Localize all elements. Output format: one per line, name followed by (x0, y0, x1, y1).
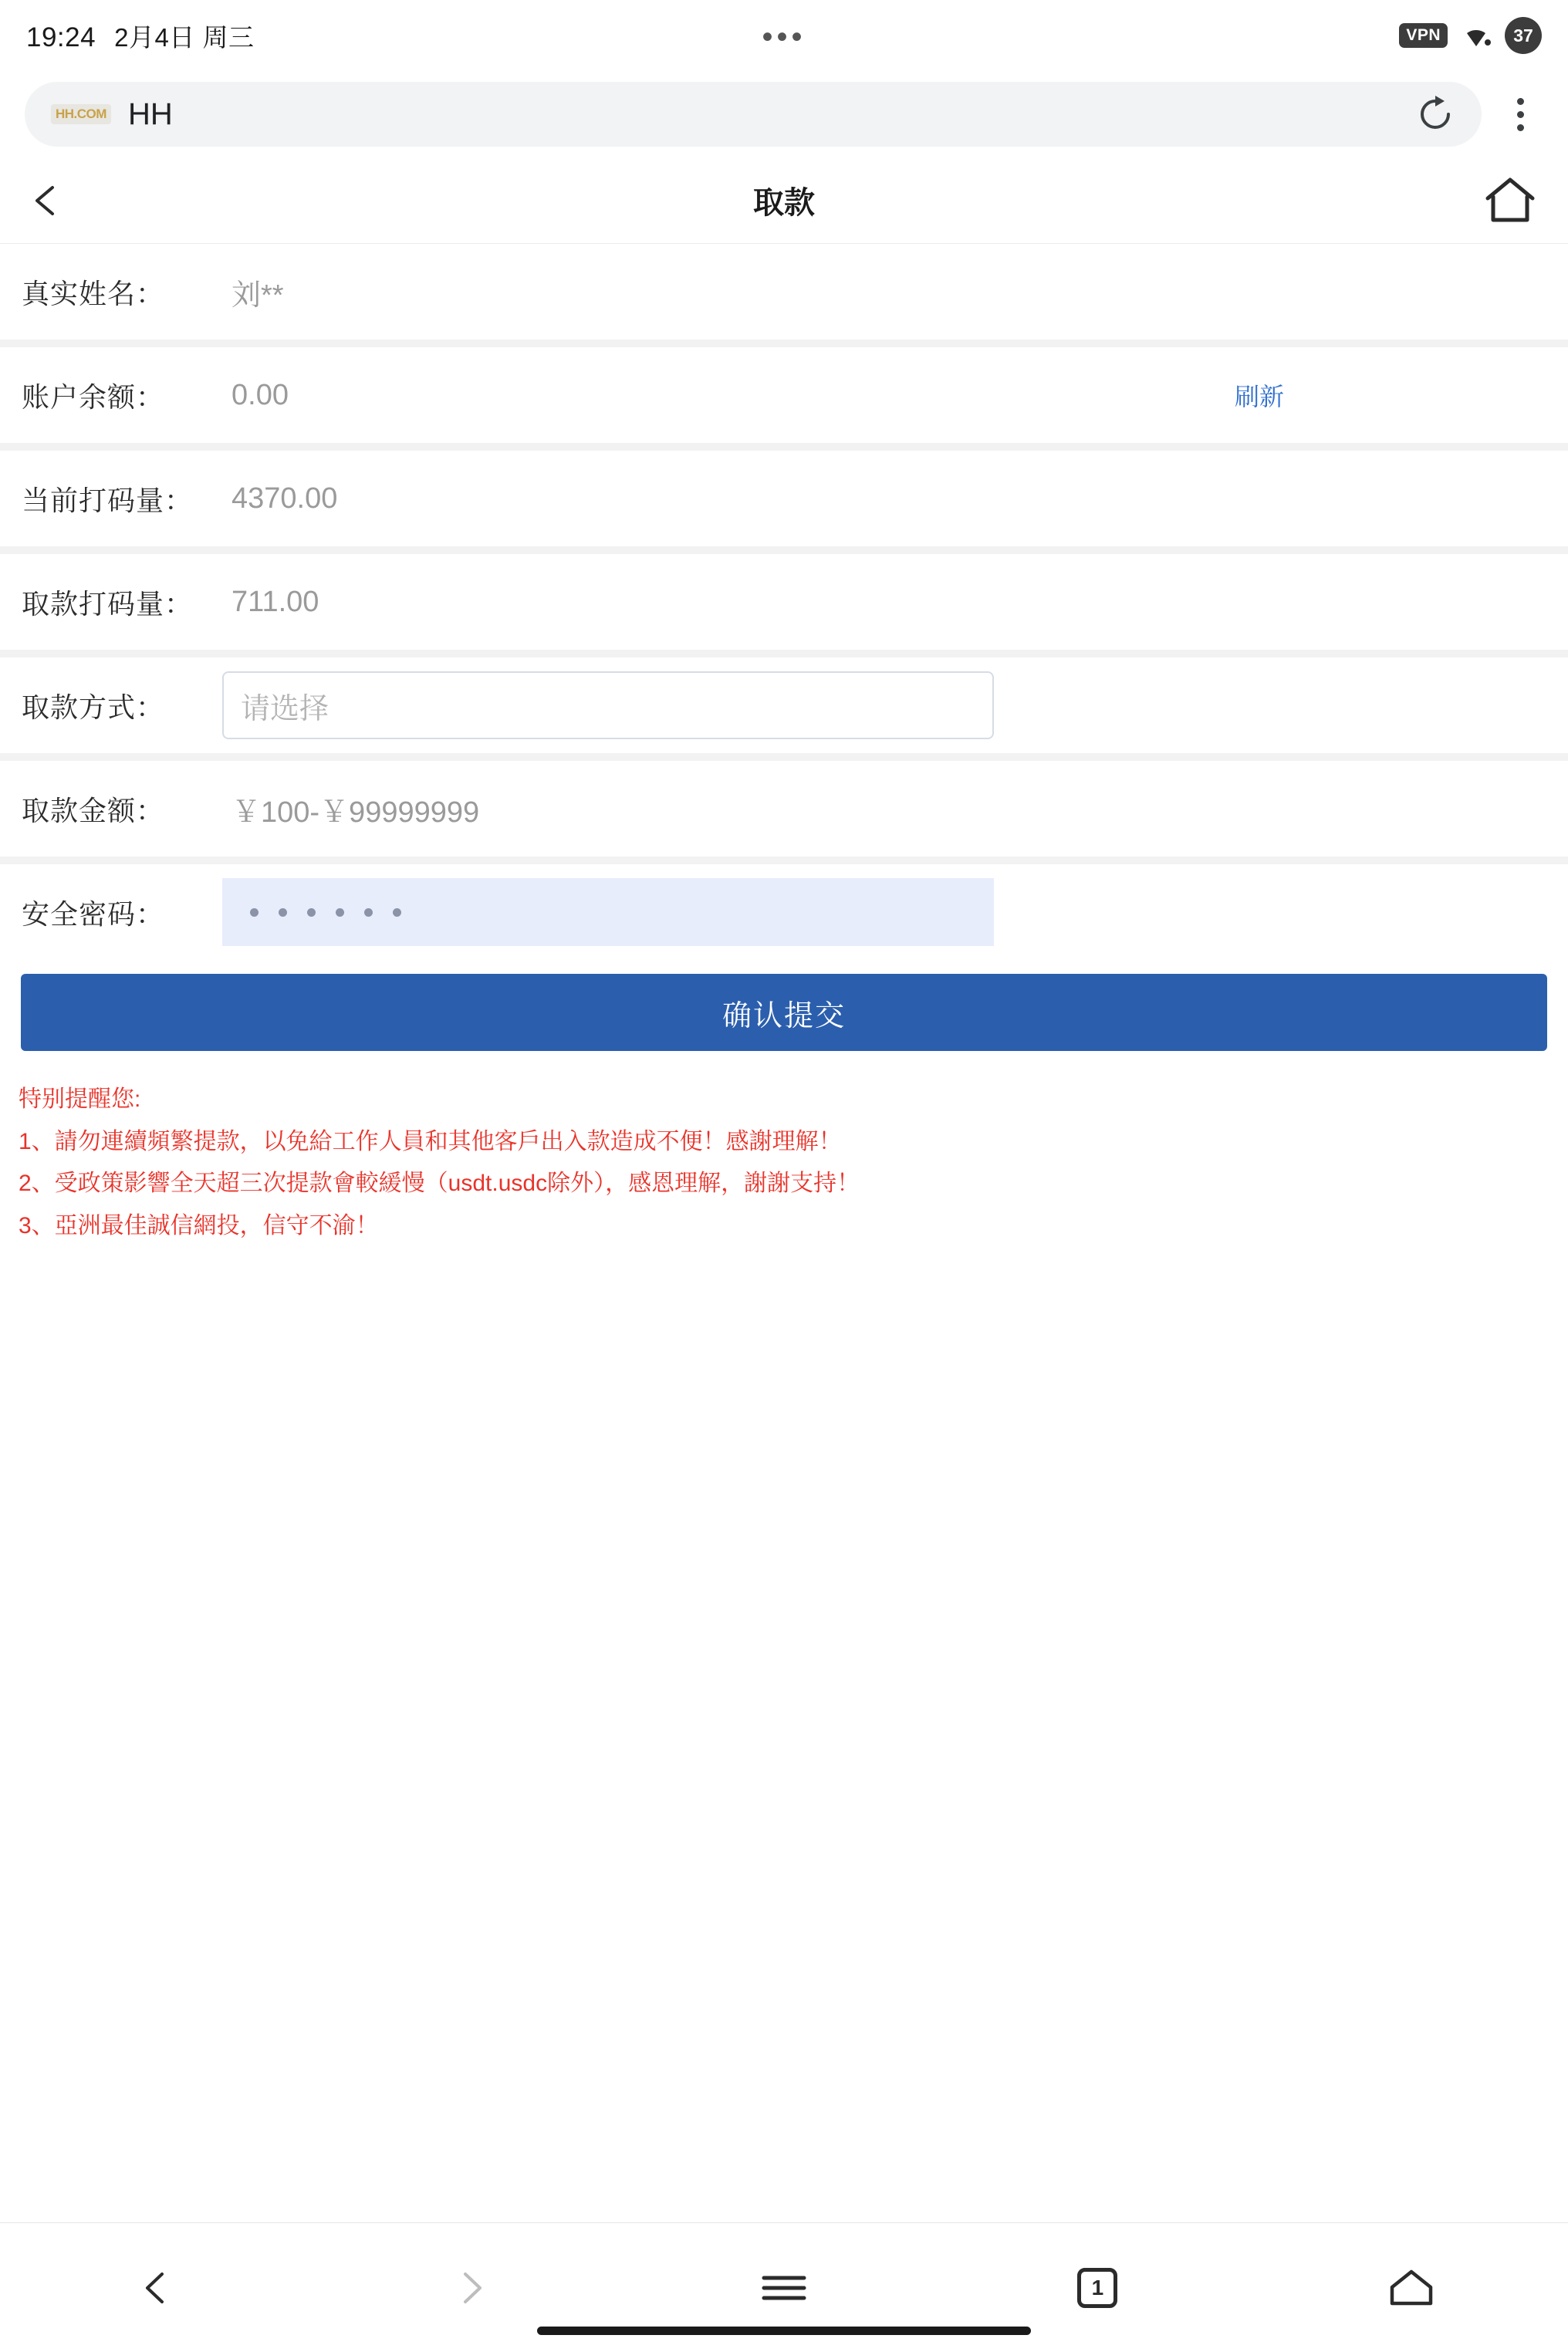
row-account-balance (0, 347, 1568, 443)
refresh-balance-link[interactable]: 刷新 (1234, 383, 1284, 411)
notice-line-2: 2、受政策影響全天超三次提款會較緩慢（usdt.usdc除外），感恩理解，謝謝支持！ (19, 1171, 860, 1197)
row-current-turnover (0, 451, 1568, 546)
nav-back-icon[interactable] (79, 2246, 234, 2330)
password-dot (250, 908, 259, 917)
status-bar (0, 0, 1568, 71)
reload-icon[interactable] (1415, 94, 1455, 134)
nav-home-icon[interactable] (1334, 2246, 1489, 2330)
notice-title: 特别提醒您: (19, 1086, 141, 1112)
account-balance-value: 0.00 (231, 378, 289, 411)
row-withdraw-method (0, 657, 1568, 753)
menu-dot (1517, 111, 1524, 118)
status-date: 2月4日 周三 (114, 22, 255, 52)
browser-toolbar (0, 71, 1568, 157)
notice-line-3: 3、亞洲最佳誠信網投，信守不渝！ (19, 1212, 379, 1239)
withdraw-amount-label: 取款金额： (22, 794, 165, 826)
confirm-submit-button[interactable]: 确认提交 (21, 974, 1547, 1051)
withdraw-form (0, 244, 1568, 960)
nav-tab-count-button[interactable] (1020, 2246, 1174, 2330)
current-turnover-value: 4370.00 (231, 482, 338, 515)
password-dot (364, 908, 373, 917)
address-bar[interactable] (25, 82, 1482, 147)
page-header (0, 157, 1568, 244)
password-dot (336, 908, 344, 917)
notice-block (0, 1051, 1568, 1247)
withdraw-method-label: 取款方式： (22, 691, 165, 723)
withdraw-turnover-value: 711.00 (231, 585, 319, 618)
row-real-name (0, 244, 1568, 340)
nav-forward-icon (394, 2246, 548, 2330)
status-bar-left (26, 18, 254, 54)
security-password-input[interactable] (222, 878, 994, 946)
withdraw-turnover-label: 取款打码量： (22, 587, 194, 620)
gesture-home-bar[interactable] (537, 2327, 1031, 2335)
status-time: 19:24 (26, 22, 96, 52)
home-icon[interactable] (1482, 172, 1539, 229)
browser-bottom-nav (0, 2222, 1568, 2352)
withdraw-method-select[interactable] (222, 671, 994, 739)
status-bar-right (1399, 17, 1542, 54)
notice-line-1: 1、請勿連續頻繁提款，以免給工作人員和其他客戶出入款造成不便！感謝理解！ (19, 1128, 842, 1154)
menu-dot (1517, 98, 1524, 105)
site-logo-icon: HH.COM (51, 104, 111, 124)
overflow-menu-icon[interactable] (1497, 98, 1543, 131)
back-chevron-icon[interactable] (29, 183, 65, 218)
password-dot (393, 908, 401, 917)
real-name-label: 真实姓名： (22, 277, 165, 309)
menu-dot (1517, 124, 1524, 131)
vpn-badge: VPN (1399, 23, 1448, 48)
security-password-label: 安全密码： (22, 897, 165, 930)
row-withdraw-amount[interactable] (0, 761, 1568, 857)
url-text: HH (127, 96, 173, 131)
wifi-icon (1460, 23, 1492, 48)
nav-menu-icon[interactable] (707, 2246, 861, 2330)
password-dot (307, 908, 316, 917)
real-name-value: 刘** (231, 279, 284, 312)
password-dot (279, 908, 287, 917)
account-balance-label: 账户余额： (22, 380, 165, 413)
battery-badge: 37 (1505, 17, 1542, 54)
row-withdraw-turnover (0, 554, 1568, 650)
withdraw-amount-placeholder: ￥100-￥99999999 (231, 796, 480, 829)
tab-count-label: 1 (1077, 2268, 1117, 2308)
page-empty-area (0, 1247, 1568, 2352)
current-turnover-label: 当前打码量： (22, 484, 194, 516)
row-security-password (0, 864, 1568, 960)
page-title: 取款 (753, 186, 815, 220)
status-camera-dots-icon: ••• (762, 20, 806, 54)
withdraw-method-placeholder: 请选择 (241, 692, 329, 725)
